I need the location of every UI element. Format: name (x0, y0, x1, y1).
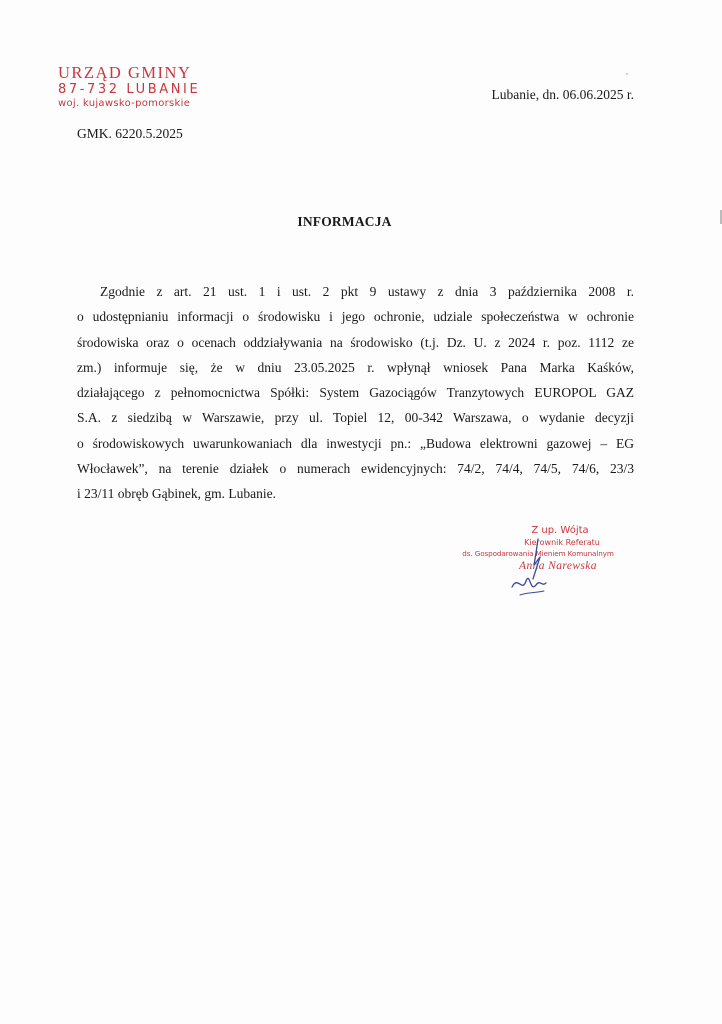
stamp-postal-city: 87-732 LUBANIE (58, 82, 201, 97)
body-line: S.A. z siedzibą w Warszawie, przy ul. Topiel 12, 00-342 Warszawa, o wydanie decyzji (77, 410, 634, 426)
body-line: Zgodnie z art. 21 ust. 1 i ust. 2 pkt 9 ustawy z dnia 3 października 2008 r. (100, 284, 634, 299)
body-line: o udostępnianiu informacji o środowisku i jego ochronie, udziale społeczeństwa w ochronie (77, 309, 634, 325)
reference-number: GMK. 6220.5.2025 (77, 126, 183, 141)
body-line: działającego z pełnomocnictwa Spółki: System Gazociągów Tranzytowych EUROPOL GAZ (77, 385, 634, 401)
stamp-voivodeship: woj. kujawsko-pomorskie (58, 98, 191, 109)
signature-stamp-name: Anna Narewska (519, 560, 597, 572)
signature-stamp-position: Kierownik Referatu (524, 538, 600, 547)
body-line: zm.) informuje się, że w dniu 23.05.2025 r. wpłynął wniosek Pana Marka Kaśków, (77, 359, 634, 375)
signature-stamp-department: ds. Gospodarowania Mieniem Komunalnym (462, 549, 614, 558)
body-line: o środowiskowych uwarunkowaniach dla inwestycji pn.: „Budowa elektrowni gazowej – EG (77, 435, 634, 451)
letterhead-stamp (58, 64, 233, 110)
body-line: Włocławek”, na terenie działek o numerach ewidencyjnych: 74/2, 74/4, 74/5, 74/6, 23/3 (77, 461, 634, 477)
body-line: i 23/11 obręb Gąbinek, gm. Lubanie. (77, 486, 276, 502)
body-line: środowiska oraz o ocenach oddziaływania na środowisko (t.j. Dz. U. z 2024 r. poz. 1112 ze (77, 334, 634, 350)
body-paragraph (77, 279, 634, 507)
document-title: INFORMACJA (297, 214, 392, 229)
stamp-office-name: URZĄD GMINY (58, 63, 192, 82)
signature-stamp-authority: Z up. Wójta (531, 525, 589, 536)
scan-artifact (626, 73, 628, 75)
place-and-date: Lubanie, dn. 06.06.2025 r. (491, 87, 634, 102)
handwritten-signature (500, 535, 560, 605)
